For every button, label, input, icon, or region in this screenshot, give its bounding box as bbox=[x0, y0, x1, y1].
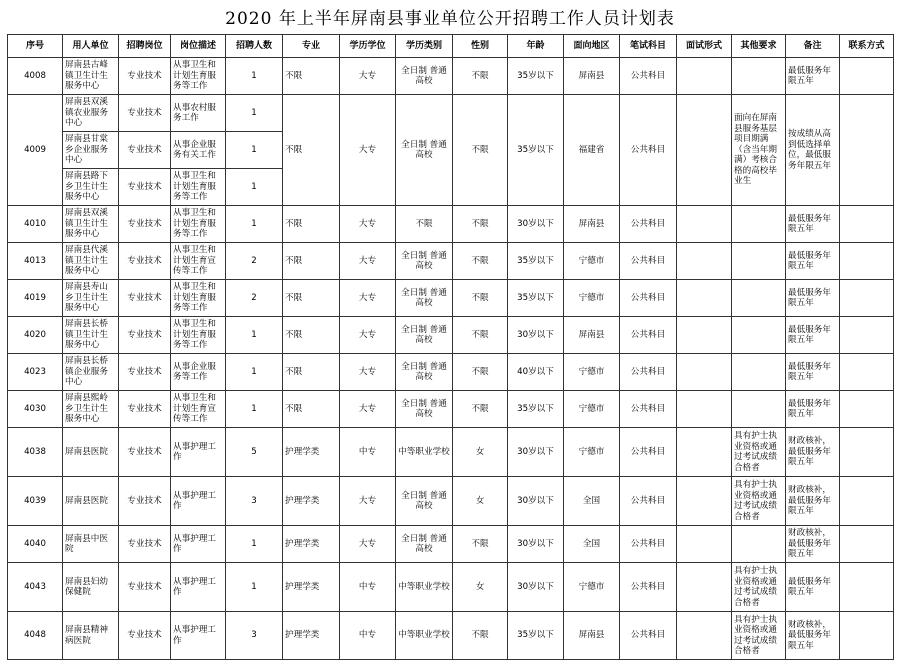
cell-contact bbox=[840, 317, 894, 354]
cell-note: 财政核补，最低服务年限五年 bbox=[786, 612, 840, 660]
cell-sex: 不限 bbox=[453, 317, 508, 354]
cell-exam: 公共科目 bbox=[620, 477, 677, 526]
cell-post: 专业技术 bbox=[119, 95, 171, 132]
cell-major: 不限 bbox=[283, 391, 340, 428]
cell-sex: 女 bbox=[453, 428, 508, 477]
cell-degree: 大专 bbox=[340, 206, 396, 243]
cell-unit: 屏南县精神病医院 bbox=[63, 612, 119, 660]
cell-exam: 公共科目 bbox=[620, 354, 677, 391]
cell-sex: 不限 bbox=[453, 612, 508, 660]
cell-contact bbox=[840, 58, 894, 95]
header-cell: 面向地区 bbox=[564, 35, 620, 58]
cell-sex: 不限 bbox=[453, 391, 508, 428]
cell-type: 全日制 普通高校 bbox=[396, 317, 453, 354]
cell-degree: 大专 bbox=[340, 526, 396, 563]
cell-unit: 屏南县中医院 bbox=[63, 526, 119, 563]
cell-sex: 不限 bbox=[453, 243, 508, 280]
cell-id: 4038 bbox=[8, 428, 63, 477]
cell-note: 最低服务年限五年 bbox=[786, 391, 840, 428]
cell-age: 30岁以下 bbox=[508, 526, 564, 563]
cell-desc: 从事卫生和计划生育宣传等工作 bbox=[171, 243, 226, 280]
cell-major: 护理学类 bbox=[283, 526, 340, 563]
cell-other bbox=[732, 58, 786, 95]
cell-unit: 屏南县长桥镇企业服务中心 bbox=[63, 354, 119, 391]
cell-note: 财政核补，最低服务年限五年 bbox=[786, 477, 840, 526]
cell-sex: 女 bbox=[453, 563, 508, 612]
recruitment-table bbox=[7, 34, 894, 660]
cell-unit: 屏南县医院 bbox=[63, 428, 119, 477]
cell-post: 专业技术 bbox=[119, 563, 171, 612]
cell-num: 2 bbox=[226, 243, 283, 280]
cell-age: 30岁以下 bbox=[508, 428, 564, 477]
cell-interview bbox=[677, 243, 732, 280]
cell-post: 专业技术 bbox=[119, 169, 171, 206]
cell-age: 30岁以下 bbox=[508, 317, 564, 354]
cell-num: 1 bbox=[226, 206, 283, 243]
cell-area: 宁德市 bbox=[564, 243, 620, 280]
table-row bbox=[8, 317, 894, 354]
cell-major: 护理学类 bbox=[283, 428, 340, 477]
cell-id: 4009 bbox=[8, 95, 63, 206]
cell-unit: 屏南县甘棠乡企业服务中心 bbox=[63, 132, 119, 169]
cell-id: 4030 bbox=[8, 391, 63, 428]
cell-area: 福建省 bbox=[564, 95, 620, 206]
cell-age: 30岁以下 bbox=[508, 563, 564, 612]
cell-num: 1 bbox=[226, 95, 283, 132]
cell-other: 具有护士执业资格或通过考试成绩合格者 bbox=[732, 428, 786, 477]
cell-area: 全国 bbox=[564, 477, 620, 526]
cell-type: 中等职业学校 bbox=[396, 563, 453, 612]
cell-sex: 不限 bbox=[453, 58, 508, 95]
cell-age: 30岁以下 bbox=[508, 477, 564, 526]
cell-id: 4040 bbox=[8, 526, 63, 563]
cell-type: 全日制 普通高校 bbox=[396, 243, 453, 280]
cell-sex: 女 bbox=[453, 477, 508, 526]
cell-desc: 从事企业服务等工作 bbox=[171, 354, 226, 391]
cell-type: 中等职业学校 bbox=[396, 612, 453, 660]
cell-id: 4020 bbox=[8, 317, 63, 354]
cell-contact bbox=[840, 354, 894, 391]
cell-desc: 从事农村服务工作 bbox=[171, 95, 226, 132]
cell-post: 专业技术 bbox=[119, 477, 171, 526]
cell-unit: 屏南县寿山乡卫生计生服务中心 bbox=[63, 280, 119, 317]
cell-major: 不限 bbox=[283, 243, 340, 280]
cell-age: 35岁以下 bbox=[508, 58, 564, 95]
cell-other bbox=[732, 317, 786, 354]
cell-age: 35岁以下 bbox=[508, 280, 564, 317]
cell-desc: 从事卫生和计划生育服务等工作 bbox=[171, 169, 226, 206]
cell-interview bbox=[677, 612, 732, 660]
cell-area: 屏南县 bbox=[564, 58, 620, 95]
cell-post: 专业技术 bbox=[119, 58, 171, 95]
cell-area: 宁德市 bbox=[564, 428, 620, 477]
table-row bbox=[8, 391, 894, 428]
cell-note: 最低服务年限五年 bbox=[786, 563, 840, 612]
cell-num: 1 bbox=[226, 526, 283, 563]
cell-note: 最低服务年限五年 bbox=[786, 206, 840, 243]
cell-unit: 屏南县妇幼保健院 bbox=[63, 563, 119, 612]
cell-post: 专业技术 bbox=[119, 206, 171, 243]
cell-id: 4039 bbox=[8, 477, 63, 526]
cell-desc: 从事卫生和计划生育服务等工作 bbox=[171, 317, 226, 354]
cell-sex: 不限 bbox=[453, 206, 508, 243]
cell-exam: 公共科目 bbox=[620, 95, 677, 206]
cell-interview bbox=[677, 95, 732, 206]
cell-degree: 大专 bbox=[340, 354, 396, 391]
cell-area: 屏南县 bbox=[564, 612, 620, 660]
cell-post: 专业技术 bbox=[119, 132, 171, 169]
cell-post: 专业技术 bbox=[119, 354, 171, 391]
table-row bbox=[8, 95, 894, 132]
cell-degree: 中专 bbox=[340, 428, 396, 477]
cell-id: 4013 bbox=[8, 243, 63, 280]
header-cell: 其他要求 bbox=[732, 35, 786, 58]
cell-type: 全日制 普通高校 bbox=[396, 526, 453, 563]
cell-contact bbox=[840, 477, 894, 526]
cell-major: 不限 bbox=[283, 58, 340, 95]
cell-contact bbox=[840, 280, 894, 317]
cell-other: 面向在屏南县服务基层项目期满（含当年期满）考核合格的高校毕业生 bbox=[732, 95, 786, 206]
cell-desc: 从事护理工作 bbox=[171, 563, 226, 612]
header-cell: 学历学位 bbox=[340, 35, 396, 58]
cell-unit: 屏南县长桥镇卫生计生服务中心 bbox=[63, 317, 119, 354]
header-cell: 备注 bbox=[786, 35, 840, 58]
cell-type: 全日制 普通高校 bbox=[396, 95, 453, 206]
cell-degree: 大专 bbox=[340, 243, 396, 280]
cell-major: 护理学类 bbox=[283, 477, 340, 526]
cell-exam: 公共科目 bbox=[620, 243, 677, 280]
cell-id: 4043 bbox=[8, 563, 63, 612]
cell-major: 护理学类 bbox=[283, 563, 340, 612]
cell-degree: 大专 bbox=[340, 95, 396, 206]
cell-other bbox=[732, 391, 786, 428]
cell-interview bbox=[677, 428, 732, 477]
cell-desc: 从事卫生和计划生育服务等工作 bbox=[171, 206, 226, 243]
cell-major: 护理学类 bbox=[283, 612, 340, 660]
cell-contact bbox=[840, 206, 894, 243]
cell-area: 宁德市 bbox=[564, 280, 620, 317]
cell-num: 1 bbox=[226, 563, 283, 612]
cell-note: 最低服务年限五年 bbox=[786, 280, 840, 317]
cell-desc: 从事护理工作 bbox=[171, 612, 226, 660]
table-row bbox=[8, 206, 894, 243]
cell-other bbox=[732, 526, 786, 563]
cell-num: 5 bbox=[226, 428, 283, 477]
cell-interview bbox=[677, 317, 732, 354]
cell-area: 屏南县 bbox=[564, 317, 620, 354]
table-row bbox=[8, 354, 894, 391]
cell-other bbox=[732, 243, 786, 280]
cell-type: 全日制 普通高校 bbox=[396, 58, 453, 95]
cell-exam: 公共科目 bbox=[620, 526, 677, 563]
cell-interview bbox=[677, 354, 732, 391]
header-cell: 序号 bbox=[8, 35, 63, 58]
cell-degree: 大专 bbox=[340, 391, 396, 428]
cell-age: 35岁以下 bbox=[508, 612, 564, 660]
cell-num: 1 bbox=[226, 317, 283, 354]
header-cell: 招聘人数 bbox=[226, 35, 283, 58]
cell-id: 4048 bbox=[8, 612, 63, 660]
cell-contact bbox=[840, 391, 894, 428]
cell-type: 全日制 普通高校 bbox=[396, 391, 453, 428]
cell-id: 4008 bbox=[8, 58, 63, 95]
cell-interview bbox=[677, 206, 732, 243]
cell-num: 1 bbox=[226, 132, 283, 169]
cell-sex: 不限 bbox=[453, 354, 508, 391]
cell-id: 4023 bbox=[8, 354, 63, 391]
cell-post: 专业技术 bbox=[119, 317, 171, 354]
cell-contact bbox=[840, 526, 894, 563]
header-cell: 专业 bbox=[283, 35, 340, 58]
cell-note: 最低服务年限五年 bbox=[786, 243, 840, 280]
cell-interview bbox=[677, 563, 732, 612]
cell-desc: 从事护理工作 bbox=[171, 477, 226, 526]
cell-other: 具有护士执业资格或通过考试成绩合格者 bbox=[732, 563, 786, 612]
cell-num: 3 bbox=[226, 477, 283, 526]
cell-interview bbox=[677, 526, 732, 563]
cell-contact bbox=[840, 563, 894, 612]
cell-num: 1 bbox=[226, 391, 283, 428]
table-row bbox=[8, 243, 894, 280]
cell-unit: 屏南县双溪镇农业服务中心 bbox=[63, 95, 119, 132]
cell-unit: 屏南县古峰镇卫生计生服务中心 bbox=[63, 58, 119, 95]
table-row bbox=[8, 280, 894, 317]
cell-sex: 不限 bbox=[453, 95, 508, 206]
cell-contact bbox=[840, 95, 894, 206]
cell-area: 宁德市 bbox=[564, 354, 620, 391]
cell-age: 35岁以下 bbox=[508, 391, 564, 428]
header-cell: 招聘岗位 bbox=[119, 35, 171, 58]
cell-other bbox=[732, 280, 786, 317]
cell-note: 按成绩从高到低选择单位，最低服务年限五年 bbox=[786, 95, 840, 206]
header-cell: 用人单位 bbox=[63, 35, 119, 58]
cell-other: 具有护士执业资格或通过考试成绩合格者 bbox=[732, 477, 786, 526]
cell-id: 4019 bbox=[8, 280, 63, 317]
cell-note: 财政核补，最低服务年限五年 bbox=[786, 428, 840, 477]
cell-desc: 从事卫生和计划生育服务等工作 bbox=[171, 58, 226, 95]
cell-exam: 公共科目 bbox=[620, 58, 677, 95]
cell-degree: 大专 bbox=[340, 280, 396, 317]
cell-type: 中等职业学校 bbox=[396, 428, 453, 477]
cell-exam: 公共科目 bbox=[620, 206, 677, 243]
cell-sex: 不限 bbox=[453, 526, 508, 563]
cell-sex: 不限 bbox=[453, 280, 508, 317]
page-title: 2020 年上半年屏南县事业单位公开招聘工作人员计划表 bbox=[225, 9, 675, 29]
header-cell: 岗位描述 bbox=[171, 35, 226, 58]
cell-interview bbox=[677, 477, 732, 526]
cell-area: 全国 bbox=[564, 526, 620, 563]
cell-num: 2 bbox=[226, 280, 283, 317]
cell-type: 全日制 普通高校 bbox=[396, 354, 453, 391]
cell-desc: 从事卫生和计划生育服务等工作 bbox=[171, 280, 226, 317]
cell-note: 最低服务年限五年 bbox=[786, 354, 840, 391]
cell-num: 3 bbox=[226, 612, 283, 660]
cell-degree: 中专 bbox=[340, 612, 396, 660]
cell-other: 具有护士执业资格或通过考试成绩合格者 bbox=[732, 612, 786, 660]
cell-num: 1 bbox=[226, 58, 283, 95]
cell-post: 专业技术 bbox=[119, 428, 171, 477]
cell-interview bbox=[677, 391, 732, 428]
cell-num: 1 bbox=[226, 169, 283, 206]
cell-degree: 中专 bbox=[340, 563, 396, 612]
cell-age: 30岁以下 bbox=[508, 206, 564, 243]
cell-other bbox=[732, 354, 786, 391]
table-row bbox=[8, 477, 894, 526]
cell-interview bbox=[677, 280, 732, 317]
cell-area: 宁德市 bbox=[564, 563, 620, 612]
cell-age: 35岁以下 bbox=[508, 95, 564, 206]
cell-desc: 从事卫生和计划生育宣传等工作 bbox=[171, 391, 226, 428]
cell-interview bbox=[677, 58, 732, 95]
cell-degree: 大专 bbox=[340, 58, 396, 95]
cell-other bbox=[732, 206, 786, 243]
cell-desc: 从事护理工作 bbox=[171, 428, 226, 477]
cell-unit: 屏南县熙岭乡卫生计生服务中心 bbox=[63, 391, 119, 428]
header-cell: 学历类别 bbox=[396, 35, 453, 58]
table-row bbox=[8, 612, 894, 660]
header-cell: 面试形式 bbox=[677, 35, 732, 58]
cell-age: 40岁以下 bbox=[508, 354, 564, 391]
cell-unit: 屏南县代溪镇卫生计生服务中心 bbox=[63, 243, 119, 280]
cell-degree: 大专 bbox=[340, 317, 396, 354]
table-row bbox=[8, 428, 894, 477]
header-cell: 年龄 bbox=[508, 35, 564, 58]
table-row bbox=[8, 58, 894, 95]
cell-exam: 公共科目 bbox=[620, 317, 677, 354]
cell-post: 专业技术 bbox=[119, 280, 171, 317]
cell-type: 全日制 普通高校 bbox=[396, 477, 453, 526]
cell-post: 专业技术 bbox=[119, 243, 171, 280]
cell-note: 财政核补，最低服务年限五年 bbox=[786, 526, 840, 563]
cell-note: 最低服务年限五年 bbox=[786, 317, 840, 354]
cell-unit: 屏南县双溪镇卫生计生服务中心 bbox=[63, 206, 119, 243]
cell-post: 专业技术 bbox=[119, 612, 171, 660]
cell-unit: 屏南县医院 bbox=[63, 477, 119, 526]
cell-major: 不限 bbox=[283, 206, 340, 243]
cell-major: 不限 bbox=[283, 280, 340, 317]
cell-degree: 大专 bbox=[340, 477, 396, 526]
cell-contact bbox=[840, 612, 894, 660]
table-row bbox=[8, 526, 894, 563]
cell-exam: 公共科目 bbox=[620, 428, 677, 477]
cell-num: 1 bbox=[226, 354, 283, 391]
cell-type: 不限 bbox=[396, 206, 453, 243]
cell-desc: 从事护理工作 bbox=[171, 526, 226, 563]
cell-major: 不限 bbox=[283, 317, 340, 354]
cell-major: 不限 bbox=[283, 354, 340, 391]
cell-exam: 公共科目 bbox=[620, 280, 677, 317]
cell-post: 专业技术 bbox=[119, 526, 171, 563]
cell-contact bbox=[840, 243, 894, 280]
cell-desc: 从事企业服务有关工作 bbox=[171, 132, 226, 169]
cell-age: 35岁以下 bbox=[508, 243, 564, 280]
header-row bbox=[8, 35, 894, 58]
header-cell: 笔试科目 bbox=[620, 35, 677, 58]
cell-area: 宁德市 bbox=[564, 391, 620, 428]
cell-area: 屏南县 bbox=[564, 206, 620, 243]
cell-post: 专业技术 bbox=[119, 391, 171, 428]
cell-contact bbox=[840, 428, 894, 477]
cell-id: 4010 bbox=[8, 206, 63, 243]
cell-unit: 屏南县路下乡卫生计生服务中心 bbox=[63, 169, 119, 206]
cell-exam: 公共科目 bbox=[620, 563, 677, 612]
cell-exam: 公共科目 bbox=[620, 612, 677, 660]
cell-note: 最低服务年限五年 bbox=[786, 58, 840, 95]
table-row bbox=[8, 563, 894, 612]
cell-exam: 公共科目 bbox=[620, 391, 677, 428]
cell-type: 全日制 普通高校 bbox=[396, 280, 453, 317]
header-cell: 性别 bbox=[453, 35, 508, 58]
cell-major: 不限 bbox=[283, 95, 340, 206]
header-cell: 联系方式 bbox=[840, 35, 894, 58]
